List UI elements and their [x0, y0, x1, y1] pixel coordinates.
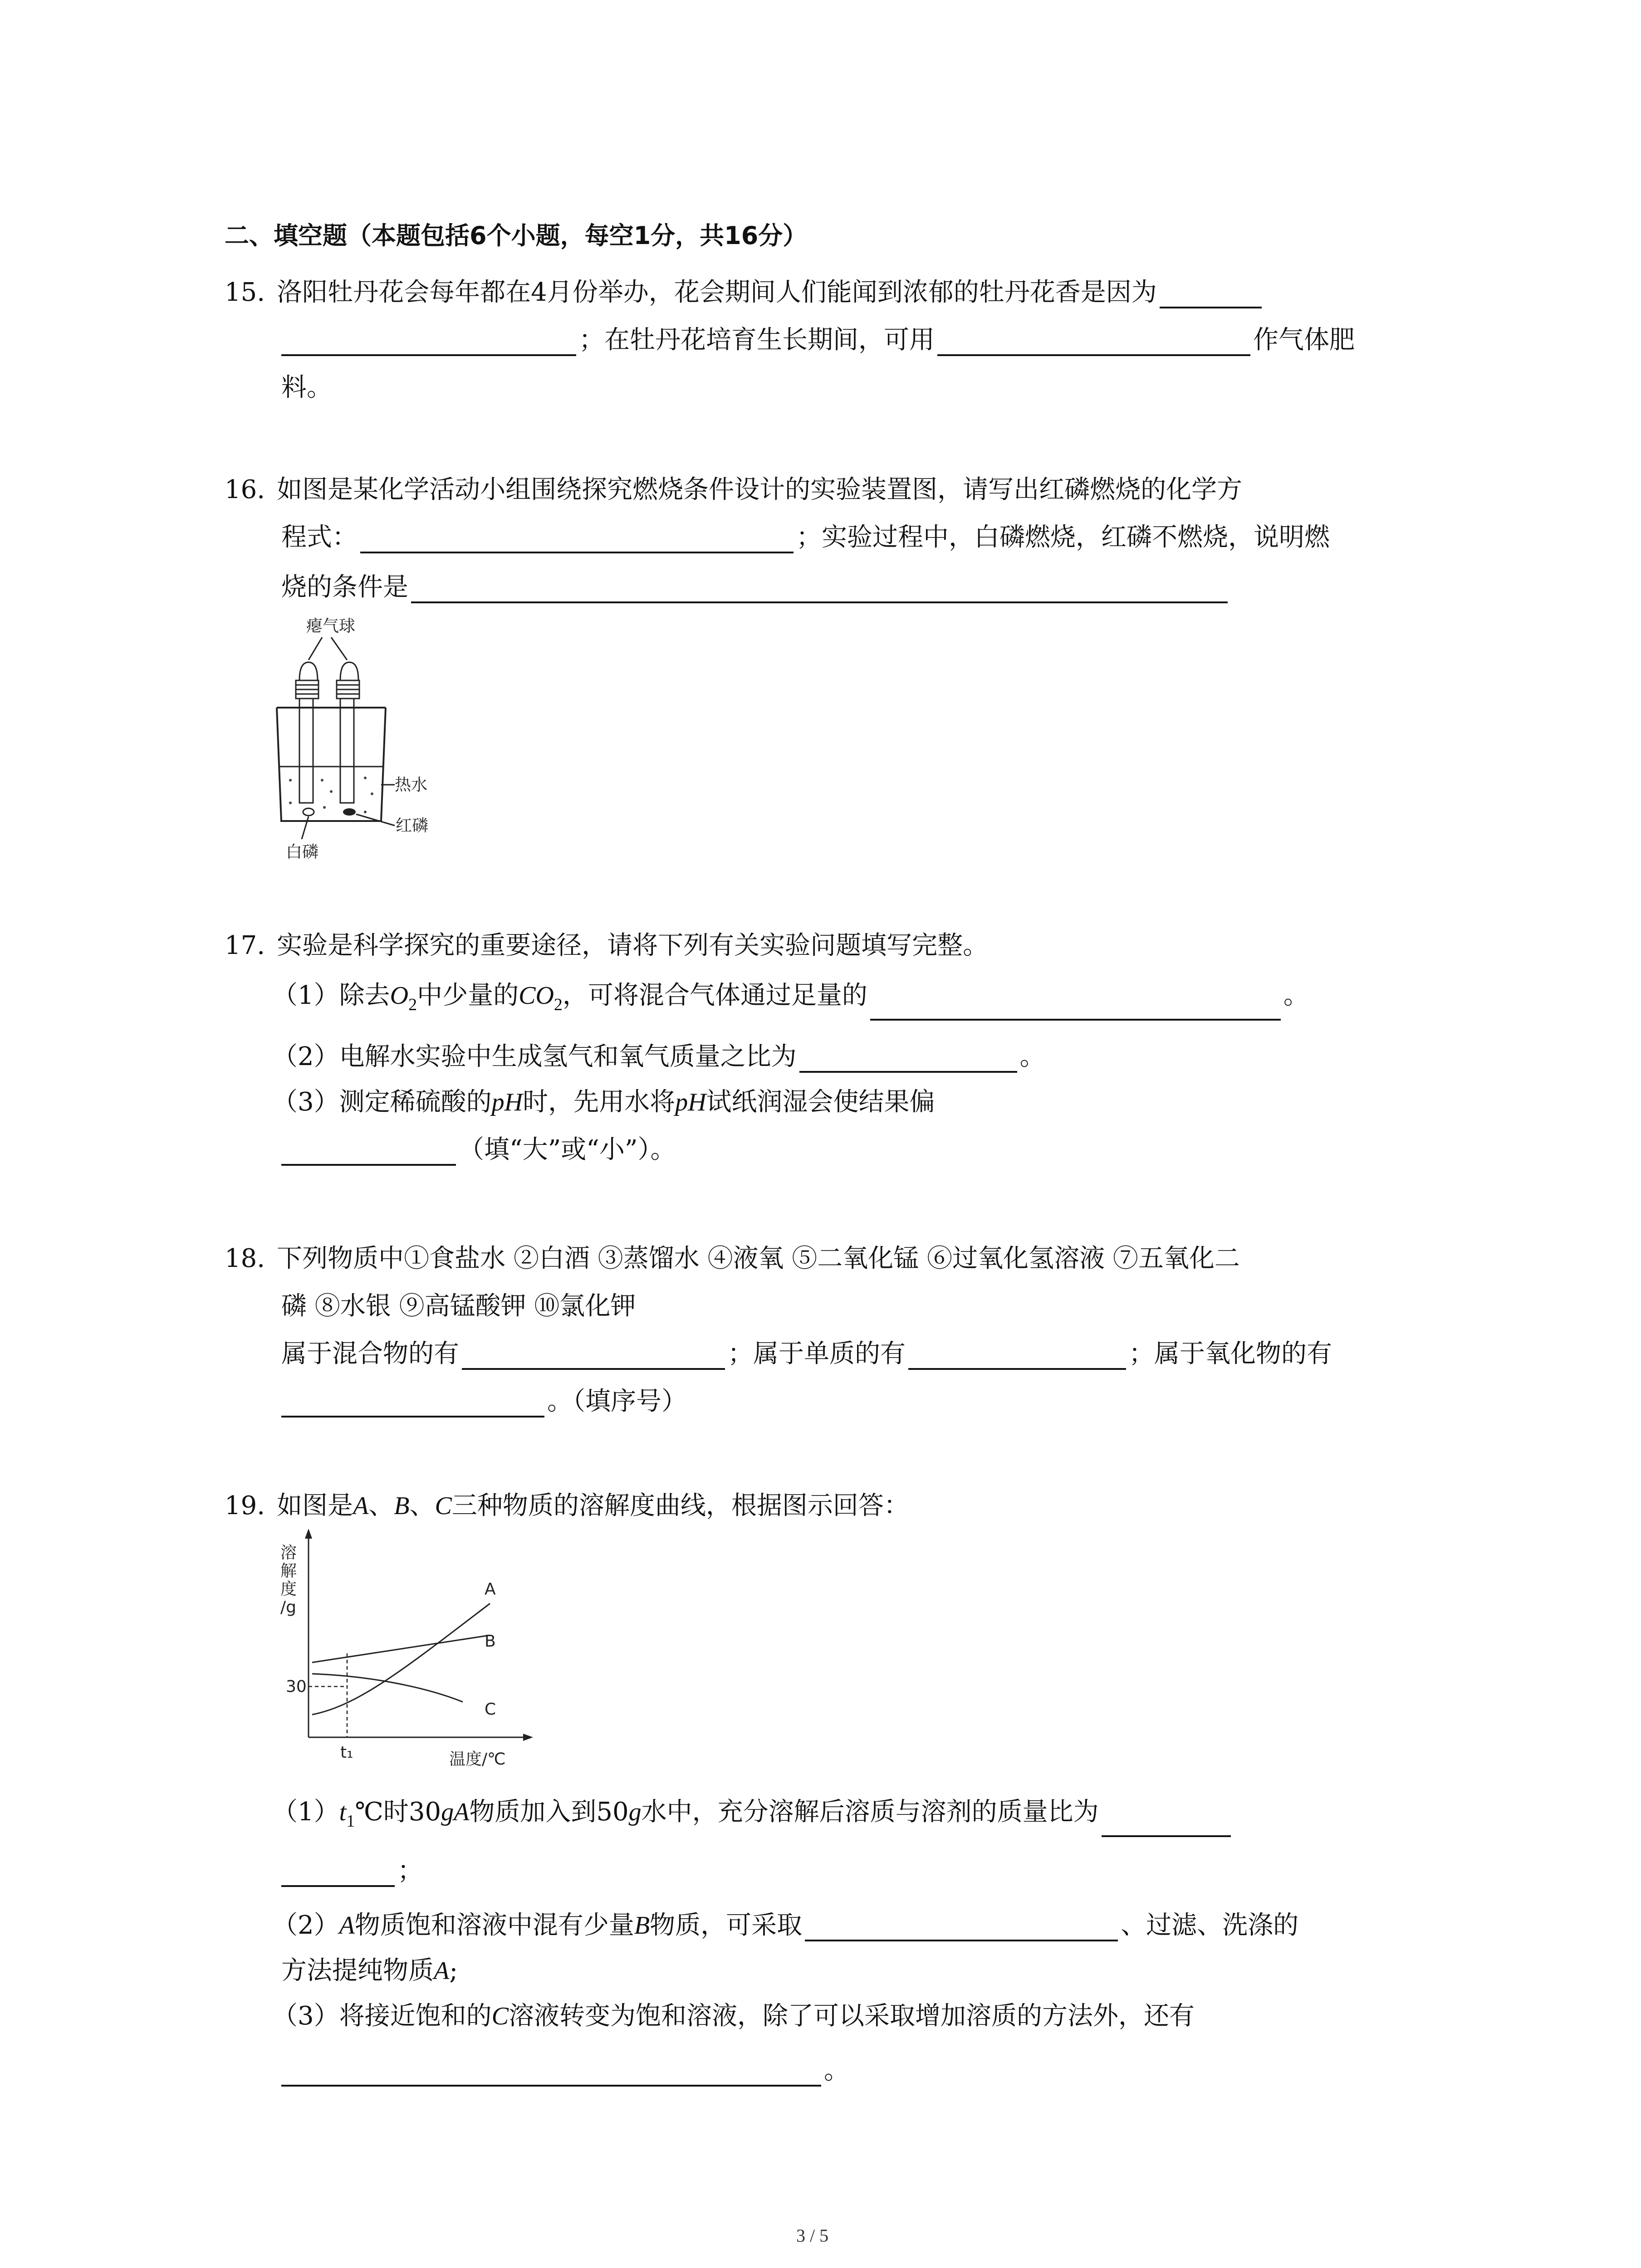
- chart-ylabel-3: 度: [280, 1580, 297, 1598]
- q18-number: 18.: [225, 1244, 265, 1273]
- q15-line3: 料。: [281, 373, 332, 402]
- q16-line1: 16. 如图是某化学活动小组围绕探究燃烧条件设计的实验装置图，请写出红磷燃烧的化学方: [225, 475, 1243, 504]
- q15-blank-2[interactable]: [937, 327, 1250, 356]
- q17-blank-3[interactable]: [281, 1137, 456, 1166]
- q17-part1: （1）除去$O_2$中少量的$CO_2$，可将混合气体通过足量的 。: [272, 980, 1309, 1021]
- q19-blank-2[interactable]: [805, 1912, 1118, 1941]
- q19-part1-line2: ；: [281, 1855, 423, 1887]
- chart-xlabel: 温度/℃: [449, 1750, 506, 1769]
- q19-part3: （3）将接近饱和的C溶液转变为饱和溶液，除了可以采取增加溶质的方法外，还有: [272, 2001, 1195, 2031]
- chart-tick-30: 30: [286, 1677, 307, 1696]
- q18-blank-2[interactable]: [908, 1341, 1126, 1370]
- q19-line1: 19. 如图是A、B、C三种物质的溶解度曲线，根据图示回答：: [225, 1491, 909, 1520]
- white-phosphorus: [303, 808, 314, 816]
- q17-part3-line2: （填“大”或“小”）。: [281, 1134, 676, 1166]
- q18-line2: 磷 ⑧水银 ⑨高锰酸钾 ⑩氯化钾: [281, 1291, 636, 1321]
- chart-tick-t1: t₁: [340, 1743, 353, 1762]
- chart-ylabel-4: /g: [280, 1598, 296, 1617]
- q17-number: 17.: [225, 931, 265, 960]
- q17-line1: 17. 实验是科学探究的重要途径，请将下列有关实验问题填写完整。: [225, 931, 989, 960]
- q16-blank-1[interactable]: [360, 524, 794, 553]
- right-balloon: [337, 662, 359, 699]
- q19-part3-line2: 。: [281, 2055, 849, 2087]
- q18-blank-1[interactable]: [462, 1341, 725, 1370]
- red-phosphorus: [343, 808, 356, 816]
- q15-blank-1[interactable]: [1160, 279, 1262, 308]
- q16-line2: 程式： ；实验过程中，白磷燃烧，红磷不燃烧，说明燃: [281, 522, 1330, 553]
- fig-label-hot-water: 热水: [395, 776, 428, 794]
- curve-label-c: C: [485, 1700, 496, 1719]
- q17-blank-1[interactable]: [870, 992, 1281, 1021]
- curve-label-a: A: [485, 1580, 496, 1598]
- q19-number: 19.: [225, 1491, 265, 1520]
- solubility-curve-figure: [268, 1524, 540, 1769]
- q18-blank-3[interactable]: [281, 1388, 544, 1418]
- page-number: 3 / 5: [796, 2225, 829, 2246]
- chart-ylabel-2: 解: [280, 1562, 297, 1580]
- water-dots: [289, 777, 373, 813]
- q16-line3: 烧的条件是: [281, 572, 1230, 603]
- q15-line1: 15. 洛阳牡丹花会每年都在4月份举办，花会期间人们能闻到浓郁的牡丹花香是因为: [225, 277, 1264, 308]
- q16-blank-2[interactable]: [411, 574, 1228, 603]
- q19-part2-line2: 方法提纯物质A;: [281, 1956, 458, 1985]
- q18-line4: 。（填序号）: [281, 1386, 687, 1418]
- q19-part1: $(1)t_1℃$时30gA物质加入到50g水中，充分溶解后溶质与溶剂的质量比为: [272, 1796, 1234, 1837]
- q17-part3: （3）测定稀硫酸的pH时，先用水将pH试纸润湿会使结果偏: [272, 1087, 935, 1117]
- q18-line1: 18. 下列物质中①食盐水 ②白酒 ③蒸馏水 ④液氧 ⑤二氧化锰 ⑥过氧化氢溶液 ⑦五氧化二: [225, 1244, 1240, 1273]
- q19-part2: （2）A物质饱和溶液中混有少量B物质，可采取 、过滤、洗涤的: [272, 1910, 1298, 1941]
- fig-label-white-phosphorus: 白磷: [286, 843, 319, 861]
- q18-line3: 属于混合物的有 ；属于单质的有 ；属于氧化物的有: [281, 1338, 1332, 1370]
- q15-blank-1b[interactable]: [281, 327, 576, 356]
- q15-line2: ；在牡丹花培育生长期间，可用 作气体肥: [281, 324, 1355, 356]
- fig-label-balloon: 瘪气球: [306, 617, 356, 635]
- curve-c: [312, 1674, 463, 1702]
- q17-part2: （2）电解水实验中生成氢气和氧气质量之比为 。: [272, 1041, 1045, 1073]
- section-title: 二、填空题（本题包括6个小题，每空1分，共16分）: [225, 221, 808, 250]
- chart-ylabel-1: 溶: [280, 1544, 297, 1562]
- q19-blank-1[interactable]: [1102, 1808, 1231, 1837]
- combustion-apparatus-figure: [263, 612, 454, 866]
- q15-number: 15.: [225, 278, 265, 307]
- curve-label-b: B: [485, 1632, 496, 1651]
- q19-blank-3[interactable]: [281, 2058, 821, 2087]
- curve-b: [312, 1635, 490, 1662]
- q16-number: 16.: [225, 475, 265, 504]
- q17-blank-2[interactable]: [799, 1044, 1017, 1073]
- q19-blank-1b[interactable]: [281, 1858, 395, 1887]
- fig-label-red-phosphorus: 红磷: [396, 816, 429, 835]
- left-balloon: [296, 662, 318, 699]
